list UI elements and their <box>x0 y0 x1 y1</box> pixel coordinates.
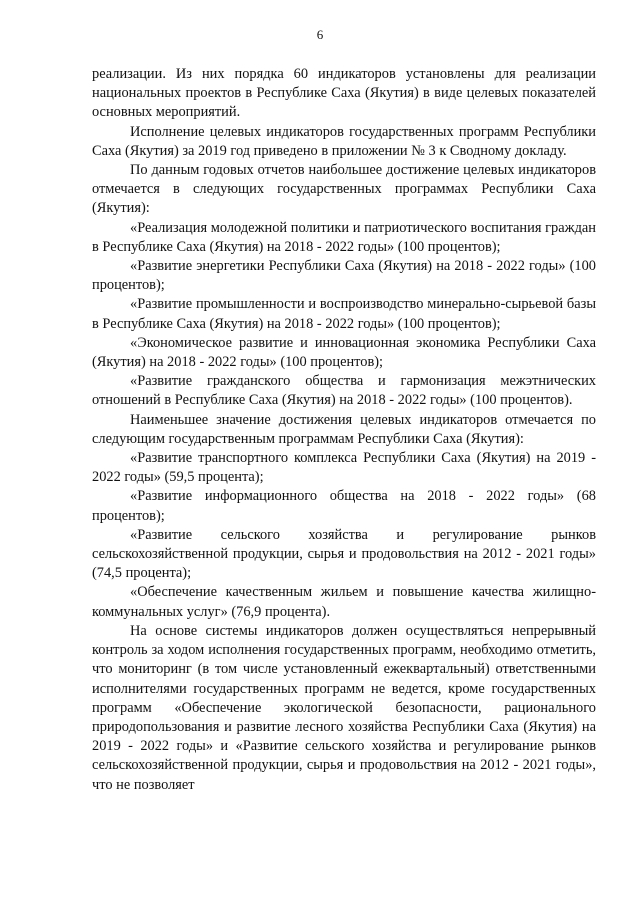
paragraph: Наименьшее значение достижения целевых индикаторов отмечается по следующим государственным программам Республики Саха (Якутия): <box>92 411 596 447</box>
paragraph: реализации. Из них порядка 60 индикаторов установлены для реализации национальных проектов в Республике Саха (Якутия) в виде целевых показателей основных мероприятий. <box>92 66 596 121</box>
paragraph: «Экономическое развитие и инновационная экономика Республики Саха (Якутия) на 2018 - 2022 годы» (100 процентов); <box>92 334 596 371</box>
paragraph: «Развитие гражданского общества и гармонизация межэтнических отношений в Республике Саха (Якутия) на 2018 - 2022 годы» (100 процентов). <box>92 373 596 409</box>
paragraph: «Развитие промышленности и воспроизводство минерально-сырьевой базы в Республике Саха (Якутия) на 2018 - 2022 годы» (100 процентов); <box>92 296 596 332</box>
document-body <box>92 65 596 795</box>
paragraph: «Развитие транспортного комплекса Республики Саха (Якутия) на 2019 - 2022 годы» (59,5 процента); <box>92 450 596 486</box>
paragraph: «Развитие информационного общества на 2018 - 2022 годы» (68 процентов); <box>92 488 596 524</box>
paragraph: «Развитие энергетики Республики Саха (Якутия) на 2018 - 2022 годы» (100 процентов); <box>92 258 596 294</box>
paragraph: «Реализация молодежной политики и патриотического воспитания граждан в Республике Саха (Якутия) на 2018 - 2022 годы» (100 процентов); <box>92 219 596 255</box>
paragraph: «Развитие сельского хозяйства и регулирование рынков сельскохозяйственной продукции, сырья и продовольствия на 2012 - 2021 годы» (74,5 процента); <box>92 526 596 582</box>
paragraph: По данным годовых отчетов наибольшее достижение целевых индикаторов отмечается в следующих государственных программах Республики Саха (Якутия): <box>92 162 596 217</box>
paragraph: «Обеспечение качественным жильем и повышение качества жилищно-коммунальных услуг» (76,9 процента). <box>92 584 596 620</box>
page-number: 6 <box>316 27 324 42</box>
paragraph: На основе системы индикаторов должен осуществляться непрерывный контроль за ходом исполнения государственных программ, необходимо отметить, что мониторинг (в том числе установленный ежеквартальный) ответственными исполнителями государственных программ не ведется, кроме государственных программ «Обеспечение экологической безопасности, рационального природопользования и развитие лесного хозяйства Республики Саха (Якутия) на 2019 - 2022 годы» и «Развитие сельского хозяйства и регулирование рынков сельскохозяйственной продукции, сырья и продовольствия на 2012 - 2021 годы», что не позволяет <box>92 622 596 793</box>
paragraph: Исполнение целевых индикаторов государственных программ Республики Саха (Якутия) за 2019 год приведено в приложении № 3 к Сводному докладу. <box>92 123 596 159</box>
